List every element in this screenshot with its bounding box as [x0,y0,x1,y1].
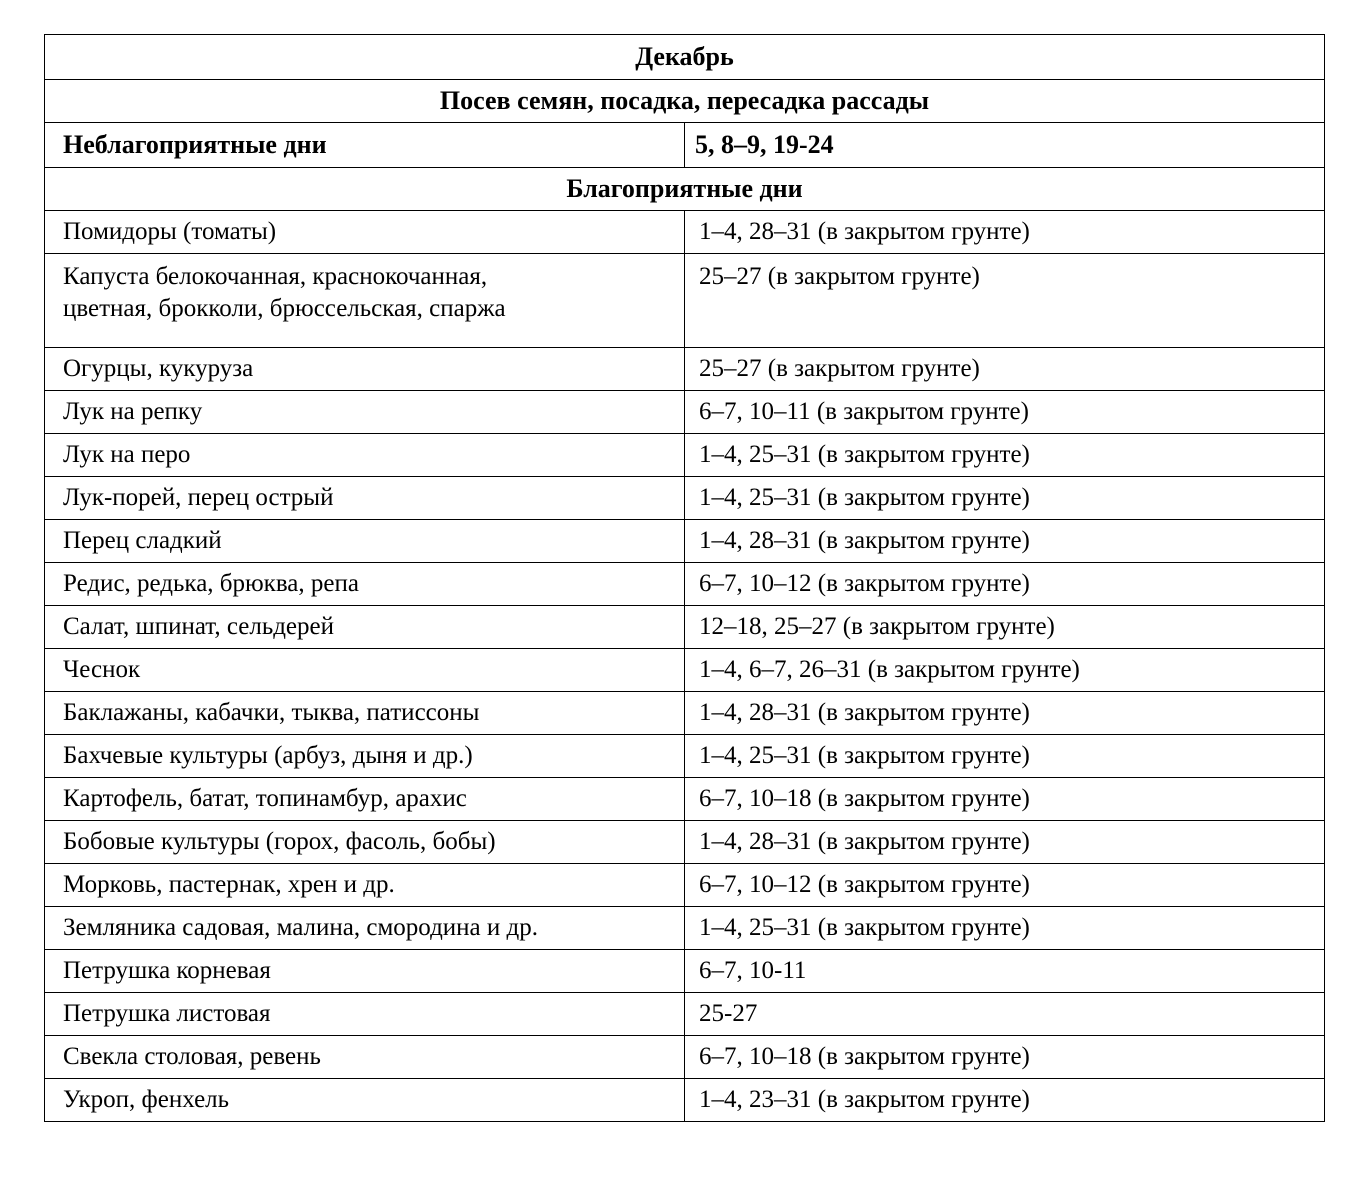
table-row [45,520,1325,563]
crop-days: 12–18, 25–27 (в закрытом грунте) [685,606,1325,649]
table-body [45,35,1325,1122]
crop-name: Укроп, фенхель [45,1079,685,1122]
table-row [45,348,1325,391]
table-row [45,692,1325,735]
unfavorable-days-value: 5, 8–9, 19-24 [685,123,1325,168]
crop-days: 1–4, 25–31 (в закрытом грунте) [685,735,1325,778]
table-row [45,477,1325,520]
crop-name: Морковь, пастернак, хрен и др. [45,864,685,907]
table-row [45,778,1325,821]
table-row [45,434,1325,477]
unfavorable-days-label: Неблагоприятные дни [45,123,685,168]
crop-days: 1–4, 28–31 (в закрытом грунте) [685,821,1325,864]
crop-days: 1–4, 6–7, 26–31 (в закрытом грунте) [685,649,1325,692]
crop-name: Свекла столовая, ревень [45,1036,685,1079]
table-row-unfavorable-days [45,123,1325,168]
crop-name: Лук-порей, перец острый [45,477,685,520]
crop-name [45,254,685,348]
crop-days: 1–4, 28–31 (в закрытом грунте) [685,520,1325,563]
crop-days: 1–4, 25–31 (в закрытом грунте) [685,434,1325,477]
crop-days: 6–7, 10–18 (в закрытом грунте) [685,1036,1325,1079]
crop-days: 1–4, 28–31 (в закрытом грунте) [685,692,1325,735]
crop-days: 25–27 (в закрытом грунте) [685,348,1325,391]
crop-days: 1–4, 25–31 (в закрытом грунте) [685,907,1325,950]
crop-days: 1–4, 28–31 (в закрытом грунте) [685,211,1325,254]
crop-name: Картофель, батат, топинамбур, арахис [45,778,685,821]
crop-name: Чеснок [45,649,685,692]
table-row-month-title [45,35,1325,80]
table-row [45,606,1325,649]
table-row-favorable-header [45,168,1325,211]
crop-name: Петрушка листовая [45,993,685,1036]
crop-name: Лук на репку [45,391,685,434]
crop-name: Салат, шпинат, сельдерей [45,606,685,649]
crop-days: 6–7, 10–12 (в закрытом грунте) [685,563,1325,606]
crop-days: 25–27 (в закрытом грунте) [685,254,1325,348]
crop-name: Петрушка корневая [45,950,685,993]
table-row [45,993,1325,1036]
table-row [45,254,1325,348]
section-header: Посев семян, посадка, пересадка рассады [45,80,1325,123]
month-title: Декабрь [45,35,1325,80]
table-row [45,950,1325,993]
crop-days: 1–4, 25–31 (в закрытом грунте) [685,477,1325,520]
crop-name: Перец сладкий [45,520,685,563]
table-row [45,735,1325,778]
table-row [45,1036,1325,1079]
crop-name: Помидоры (томаты) [45,211,685,254]
crop-days: 6–7, 10–11 (в закрытом грунте) [685,391,1325,434]
crop-name: Бахчевые культуры (арбуз, дыня и др.) [45,735,685,778]
crop-name-line-2: цветная, брокколи, брюссельская, спаржа [63,295,506,322]
table-row [45,649,1325,692]
table-row-section-header [45,80,1325,123]
lunar-calendar-table [44,34,1325,1122]
table-row [45,391,1325,434]
crop-name: Редис, редька, брюква, репа [45,563,685,606]
crop-name-line-1: Капуста белокочанная, краснокочанная, [63,263,488,290]
crop-name: Огурцы, кукуруза [45,348,685,391]
crop-days: 1–4, 23–31 (в закрытом грунте) [685,1079,1325,1122]
crop-name: Баклажаны, кабачки, тыква, патиссоны [45,692,685,735]
table-row [45,821,1325,864]
crop-name: Бобовые культуры (горох, фасоль, бобы) [45,821,685,864]
crop-days: 6–7, 10–18 (в закрытом грунте) [685,778,1325,821]
table-row [45,563,1325,606]
crop-days: 6–7, 10-11 [685,950,1325,993]
table-row [45,1079,1325,1122]
table-row [45,211,1325,254]
crop-name: Лук на перо [45,434,685,477]
crop-days: 6–7, 10–12 (в закрытом грунте) [685,864,1325,907]
table-row [45,864,1325,907]
crop-name: Земляника садовая, малина, смородина и др. [45,907,685,950]
crop-days: 25-27 [685,993,1325,1036]
favorable-days-header: Благоприятные дни [45,168,1325,211]
table-row [45,907,1325,950]
